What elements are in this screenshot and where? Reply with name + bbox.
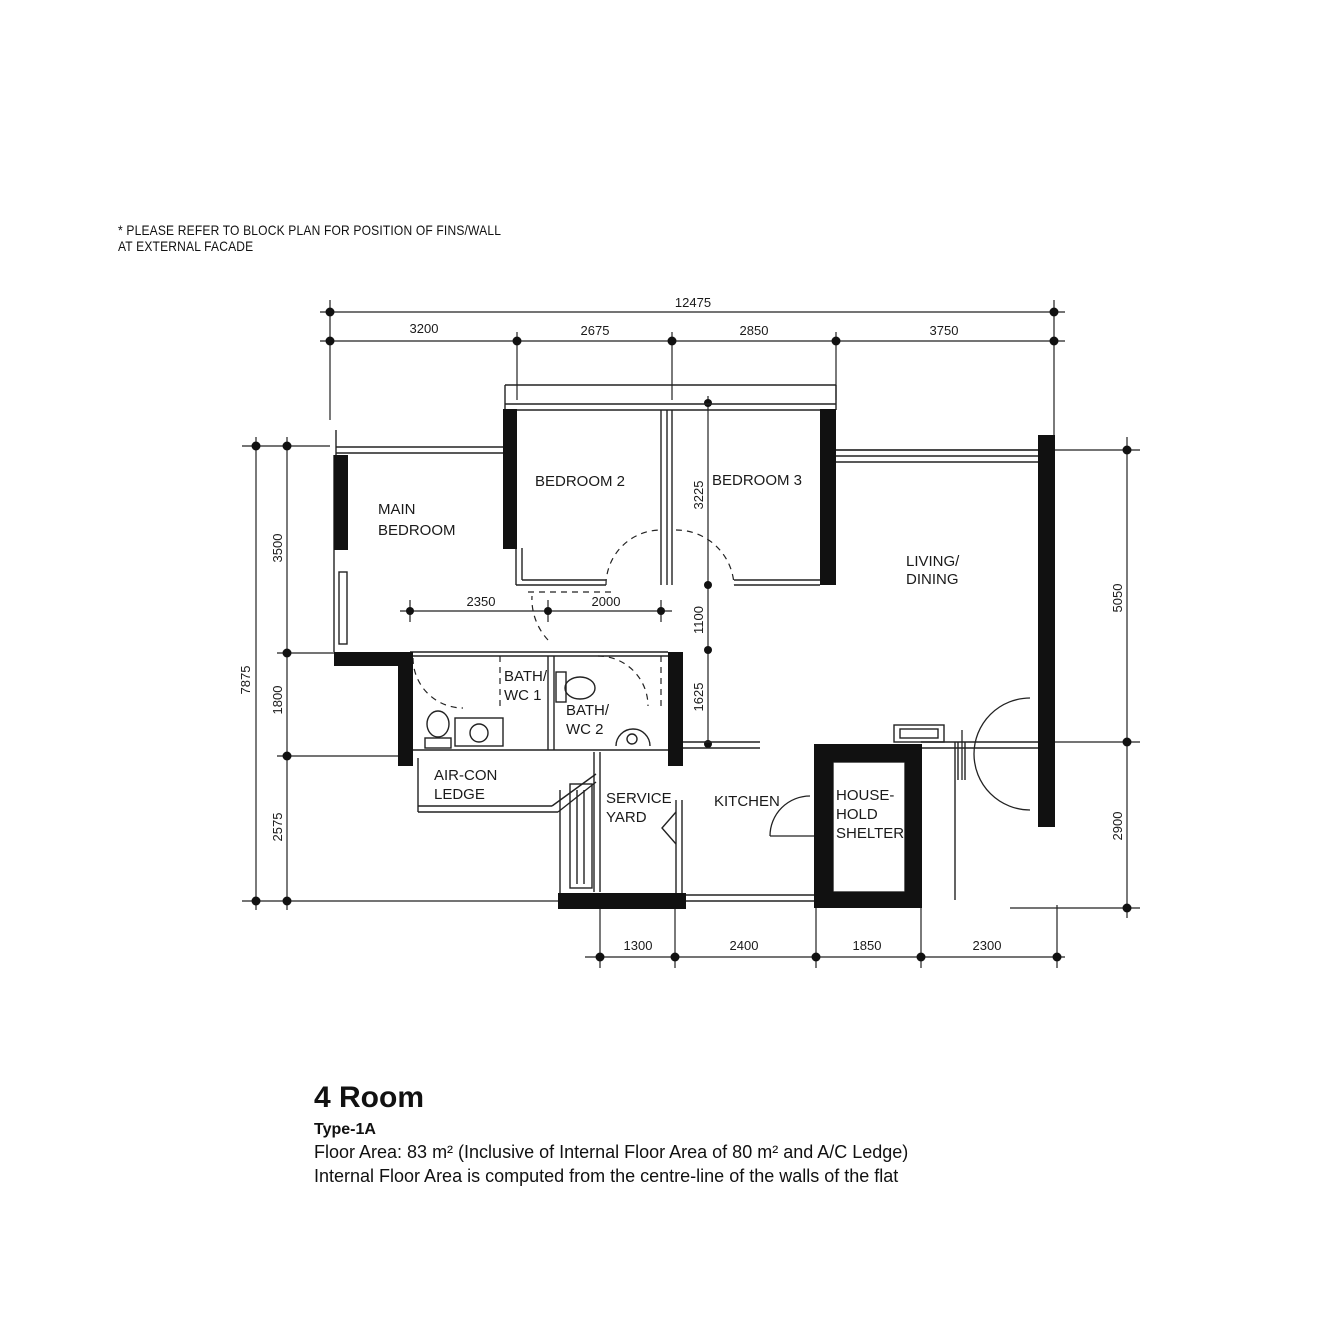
label-service-1: SERVICE [606, 790, 672, 807]
label-main-bedroom-1: MAIN [378, 501, 416, 518]
label-bath2-2: WC 2 [566, 721, 604, 738]
door-swings [413, 530, 734, 708]
dim-left-3: 2575 [270, 812, 285, 842]
label-bath1-1: BATH/ [504, 668, 548, 685]
floor-area-text: Floor Area: 83 m² (Inclusive of Internal Floor Area of 80 m² and A/C Ledge) [314, 1142, 909, 1162]
flat-title: 4 Room [314, 1081, 425, 1114]
label-main-bedroom-2: BEDROOM [378, 522, 456, 539]
facade-note-line-1: * PLEASE REFER TO BLOCK PLAN FOR POSITION OF FINS/WALL [118, 222, 502, 238]
dim-bottom-1: 1300 [623, 938, 653, 953]
dim-left-2: 1800 [270, 685, 285, 715]
dim-1100: 1100 [691, 606, 706, 634]
label-bedroom-3: BEDROOM 3 [712, 472, 803, 489]
dim-right-2: 2900 [1110, 811, 1125, 841]
dim-1625: 1625 [691, 682, 706, 712]
label-shelter-1: HOUSE- [836, 787, 895, 804]
dim-bottom-2: 2400 [729, 938, 759, 953]
facade-note-line-2: AT EXTERNAL FACADE [118, 238, 254, 254]
label-aircon-1: AIR-CON [434, 767, 498, 784]
label-living-1: LIVING/ [906, 553, 960, 570]
dim-overall-width: 12475 [674, 295, 712, 310]
dim-top-1: 3200 [409, 321, 439, 336]
label-bedroom-2: BEDROOM 2 [535, 473, 626, 490]
label-shelter-3: SHELTER [836, 825, 905, 842]
dim-top-4: 3750 [929, 323, 959, 338]
dim-left-1: 3500 [270, 533, 285, 563]
dim-right-1: 5050 [1110, 583, 1125, 613]
label-bath2-1: BATH/ [566, 702, 610, 719]
floor-area-note: Internal Floor Area is computed from the centre-line of the walls of the flat [314, 1166, 899, 1186]
flat-type: Type-1A [314, 1121, 376, 1138]
label-bath1-2: WC 1 [504, 687, 542, 704]
dim-top-3: 2850 [739, 323, 769, 338]
dim-2350: 2350 [466, 594, 496, 609]
dim-bottom-4: 2300 [972, 938, 1002, 953]
door-swings-solid [770, 698, 1030, 836]
dim-top-2: 2675 [580, 323, 610, 338]
dim-3225: 3225 [691, 480, 706, 510]
label-aircon-2: LEDGE [434, 786, 485, 803]
label-service-2: YARD [606, 809, 647, 826]
dim-bottom-3: 1850 [852, 938, 882, 953]
plan-caption [314, 1080, 908, 1188]
label-living-2: DINING [906, 571, 959, 588]
thin-walls [334, 385, 1040, 901]
dim-left-total: 7875 [238, 665, 253, 695]
label-kitchen: KITCHEN [714, 793, 780, 810]
dim-2000: 2000 [591, 594, 621, 609]
label-shelter-2: HOLD [836, 806, 878, 823]
